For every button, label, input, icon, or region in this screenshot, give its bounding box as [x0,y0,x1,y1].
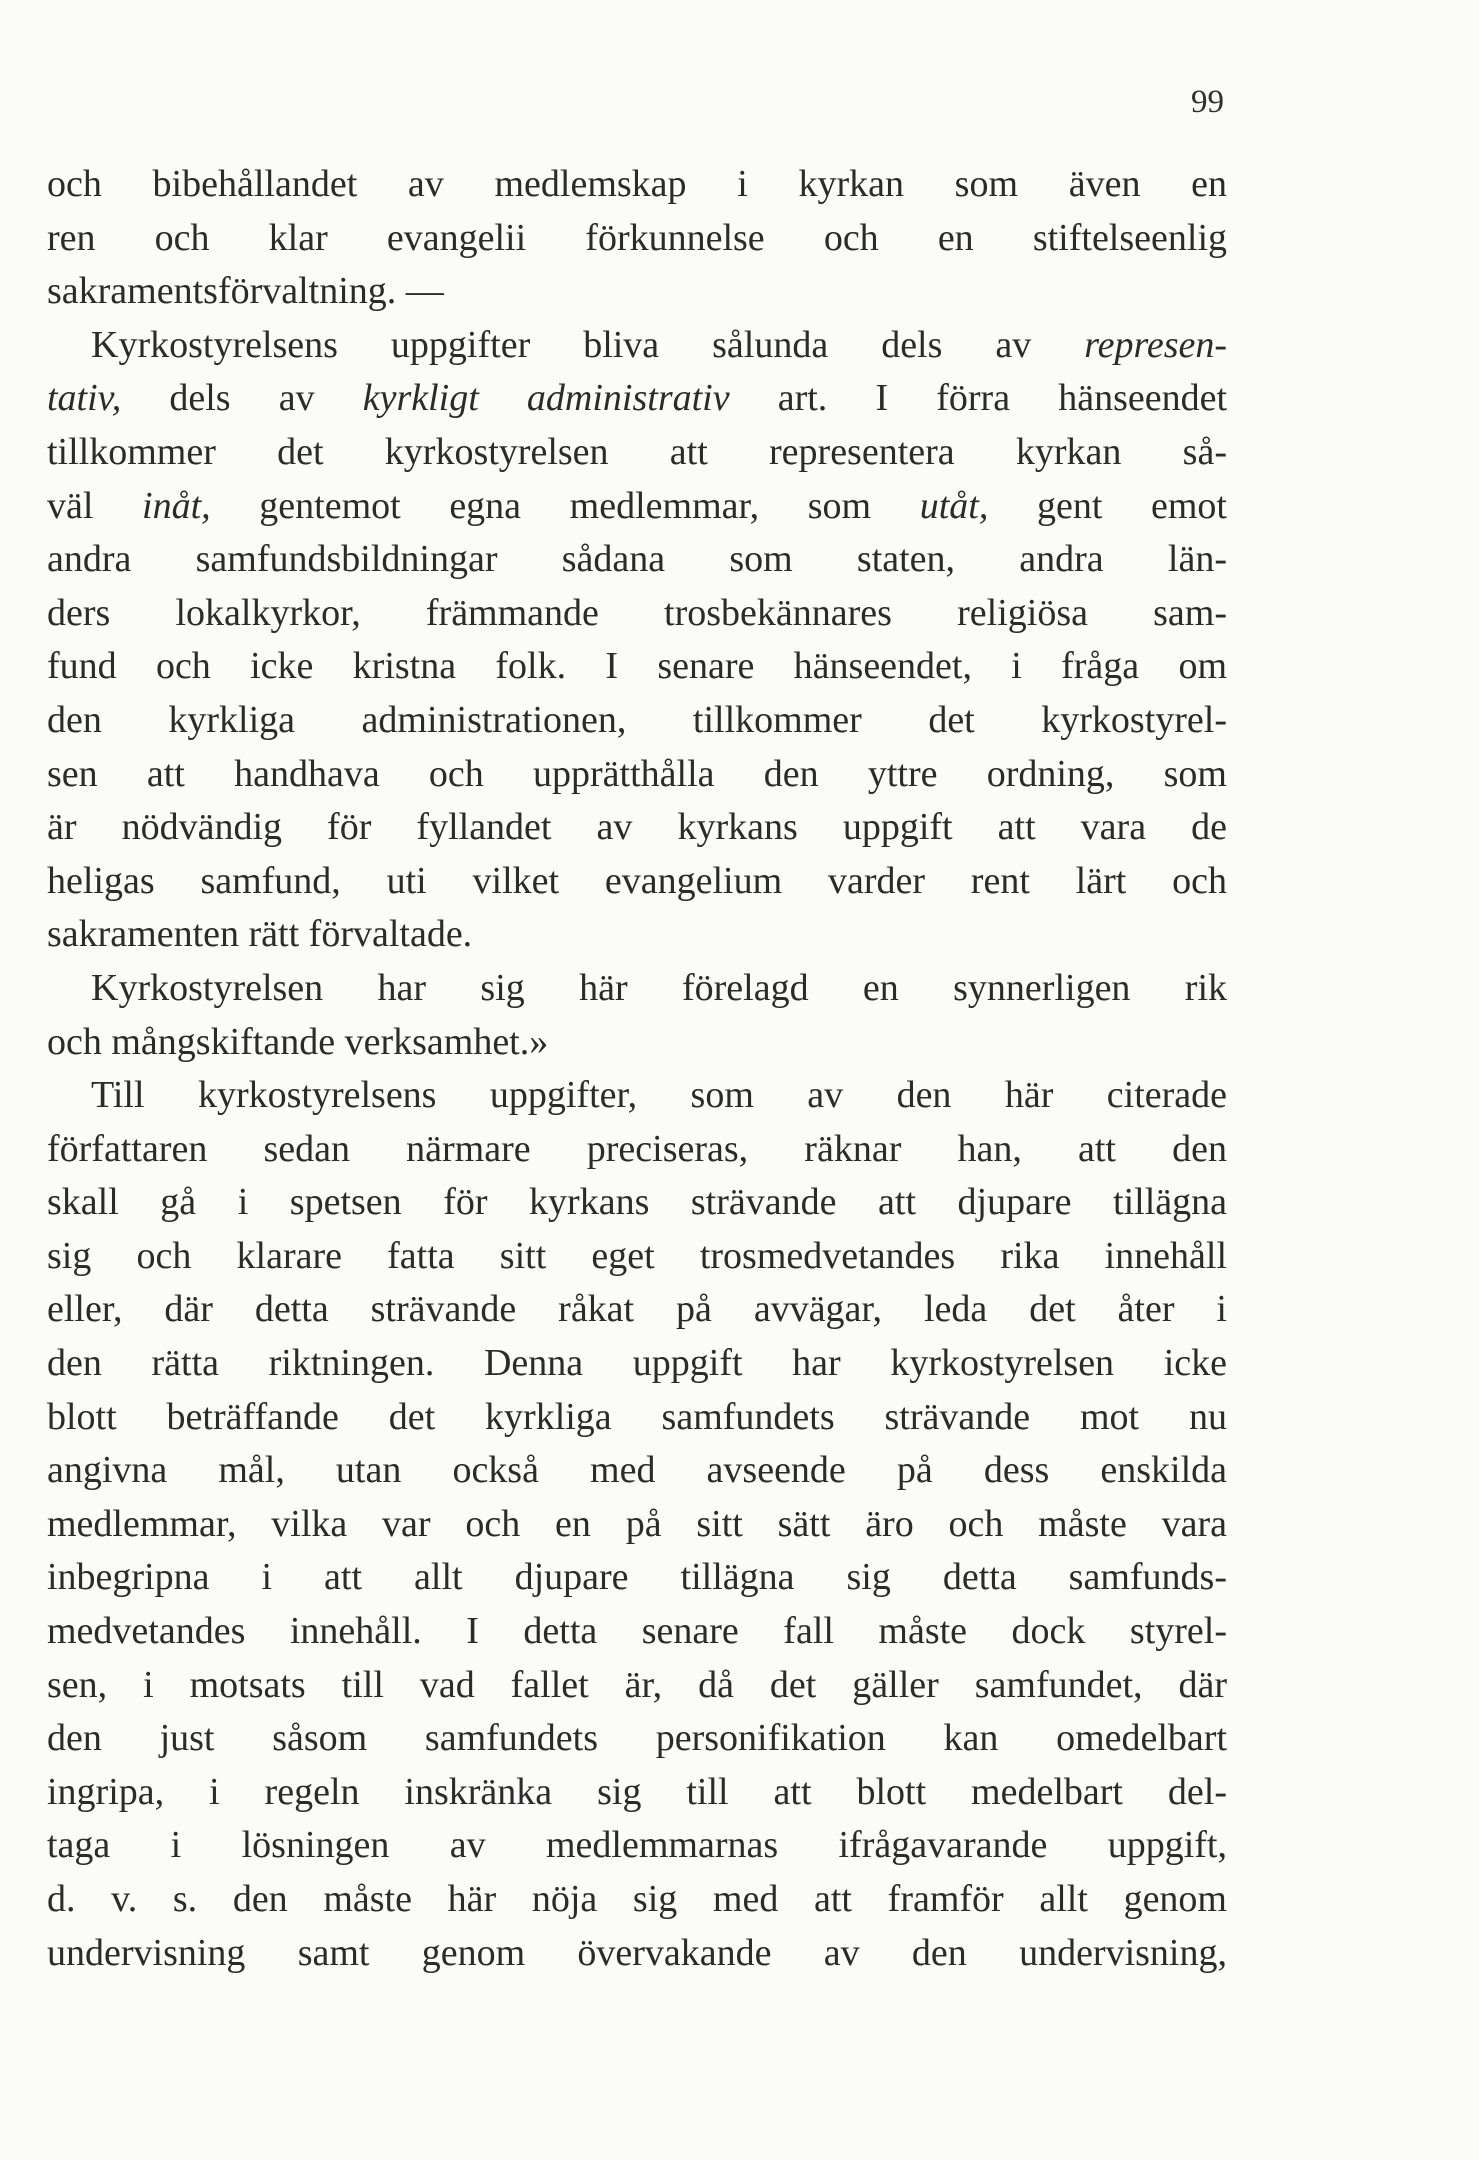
text-line: sakramenten rätt förvaltade. [47,913,473,956]
text-line: ren och klar evangelii förkunnelse och en stiftelseenlig [47,216,1227,259]
text-line: tativ, dels av kyrkligt administrativ art. I förra hänseendet [47,377,1228,420]
text-line: inbegripna i att allt djupare tillägna sig detta samfunds- [47,1556,1227,1599]
page-number: 99 [1191,84,1224,120]
text-line: Till kyrkostyrelsens uppgifter, som av den här citerade [91,1074,1227,1117]
text-line: ders lokalkyrkor, främmande trosbekännares religiösa sam- [47,591,1227,634]
text-line: den just såsom samfundets personifikation kan omedelbart [47,1717,1227,1760]
text-line: tillkommer det kyrkostyrelsen att representera kyrkan så- [47,430,1227,473]
text-line: Kyrkostyrelsen har sig här förelagd en synnerligen rik [91,966,1227,1009]
text-line: undervisning samt genom övervakande av den undervisning, [47,1931,1227,1974]
text-line: väl inåt, gentemot egna medlemmar, som utåt, gent emot [47,484,1227,527]
text-line: sig och klarare fatta sitt eget trosmedvetandes rika innehåll [47,1234,1227,1277]
italic-text: kyrkligt administrativ [362,377,730,420]
body-text [47,158,1227,1980]
italic-text: utåt, [919,484,989,527]
text-line: blott beträffande det kyrkliga samfundets strävande mot nu [47,1395,1227,1438]
text-line: Kyrkostyrelsens uppgifter bliva sålunda dels av represen- [91,323,1227,366]
text-line: ingripa, i regeln inskränka sig till att blott medelbart del- [47,1770,1227,1813]
text-line: sakramentsförvaltning. — [47,270,444,313]
text-line: skall gå i spetsen för kyrkans strävande att djupare tillägna [47,1181,1227,1224]
text-line: medvetandes innehåll. I detta senare fall måste dock styrel- [47,1610,1227,1653]
italic-text: represen- [1084,323,1227,366]
text-line: är nödvändig för fyllandet av kyrkans uppgift att vara de [47,806,1227,849]
text-line: och mångskiftande verksamhet.» [47,1020,549,1063]
italic-text: inåt, [142,484,211,527]
text-line: andra samfundsbildningar sådana som staten, andra län- [47,538,1227,581]
text-line: sen att handhava och upprätthålla den yttre ordning, som [47,752,1227,795]
italic-text: tativ, [47,377,122,420]
text-line: och bibehållandet av medlemskap i kyrkan som även en [47,163,1227,205]
text-line: fund och icke kristna folk. I senare hänseendet, i fråga om [47,645,1227,688]
text-line: d. v. s. den måste här nöja sig med att framför allt genom [47,1878,1227,1920]
text-line: heligas samfund, uti vilket evangelium varder rent lärt och [47,859,1227,902]
text-line: medlemmar, vilka var och en på sitt sätt äro och måste vara [47,1502,1227,1545]
text-line: den kyrkliga administrationen, tillkommer det kyrkostyrel- [47,698,1227,741]
text-line: angivna mål, utan också med avseende på dess enskilda [47,1449,1227,1492]
text-line: taga i lösningen av medlemmarnas ifrågavarande uppgift, [47,1824,1227,1867]
text-line: sen, i motsats till vad fallet är, då det gäller samfundet, där [47,1663,1227,1706]
text-line: eller, där detta strävande råkat på avvägar, leda det åter i [47,1288,1227,1331]
text-line: den rätta riktningen. Denna uppgift har kyrkostyrelsen icke [47,1342,1227,1385]
text-line: författaren sedan närmare preciseras, räknar han, att den [47,1127,1227,1170]
